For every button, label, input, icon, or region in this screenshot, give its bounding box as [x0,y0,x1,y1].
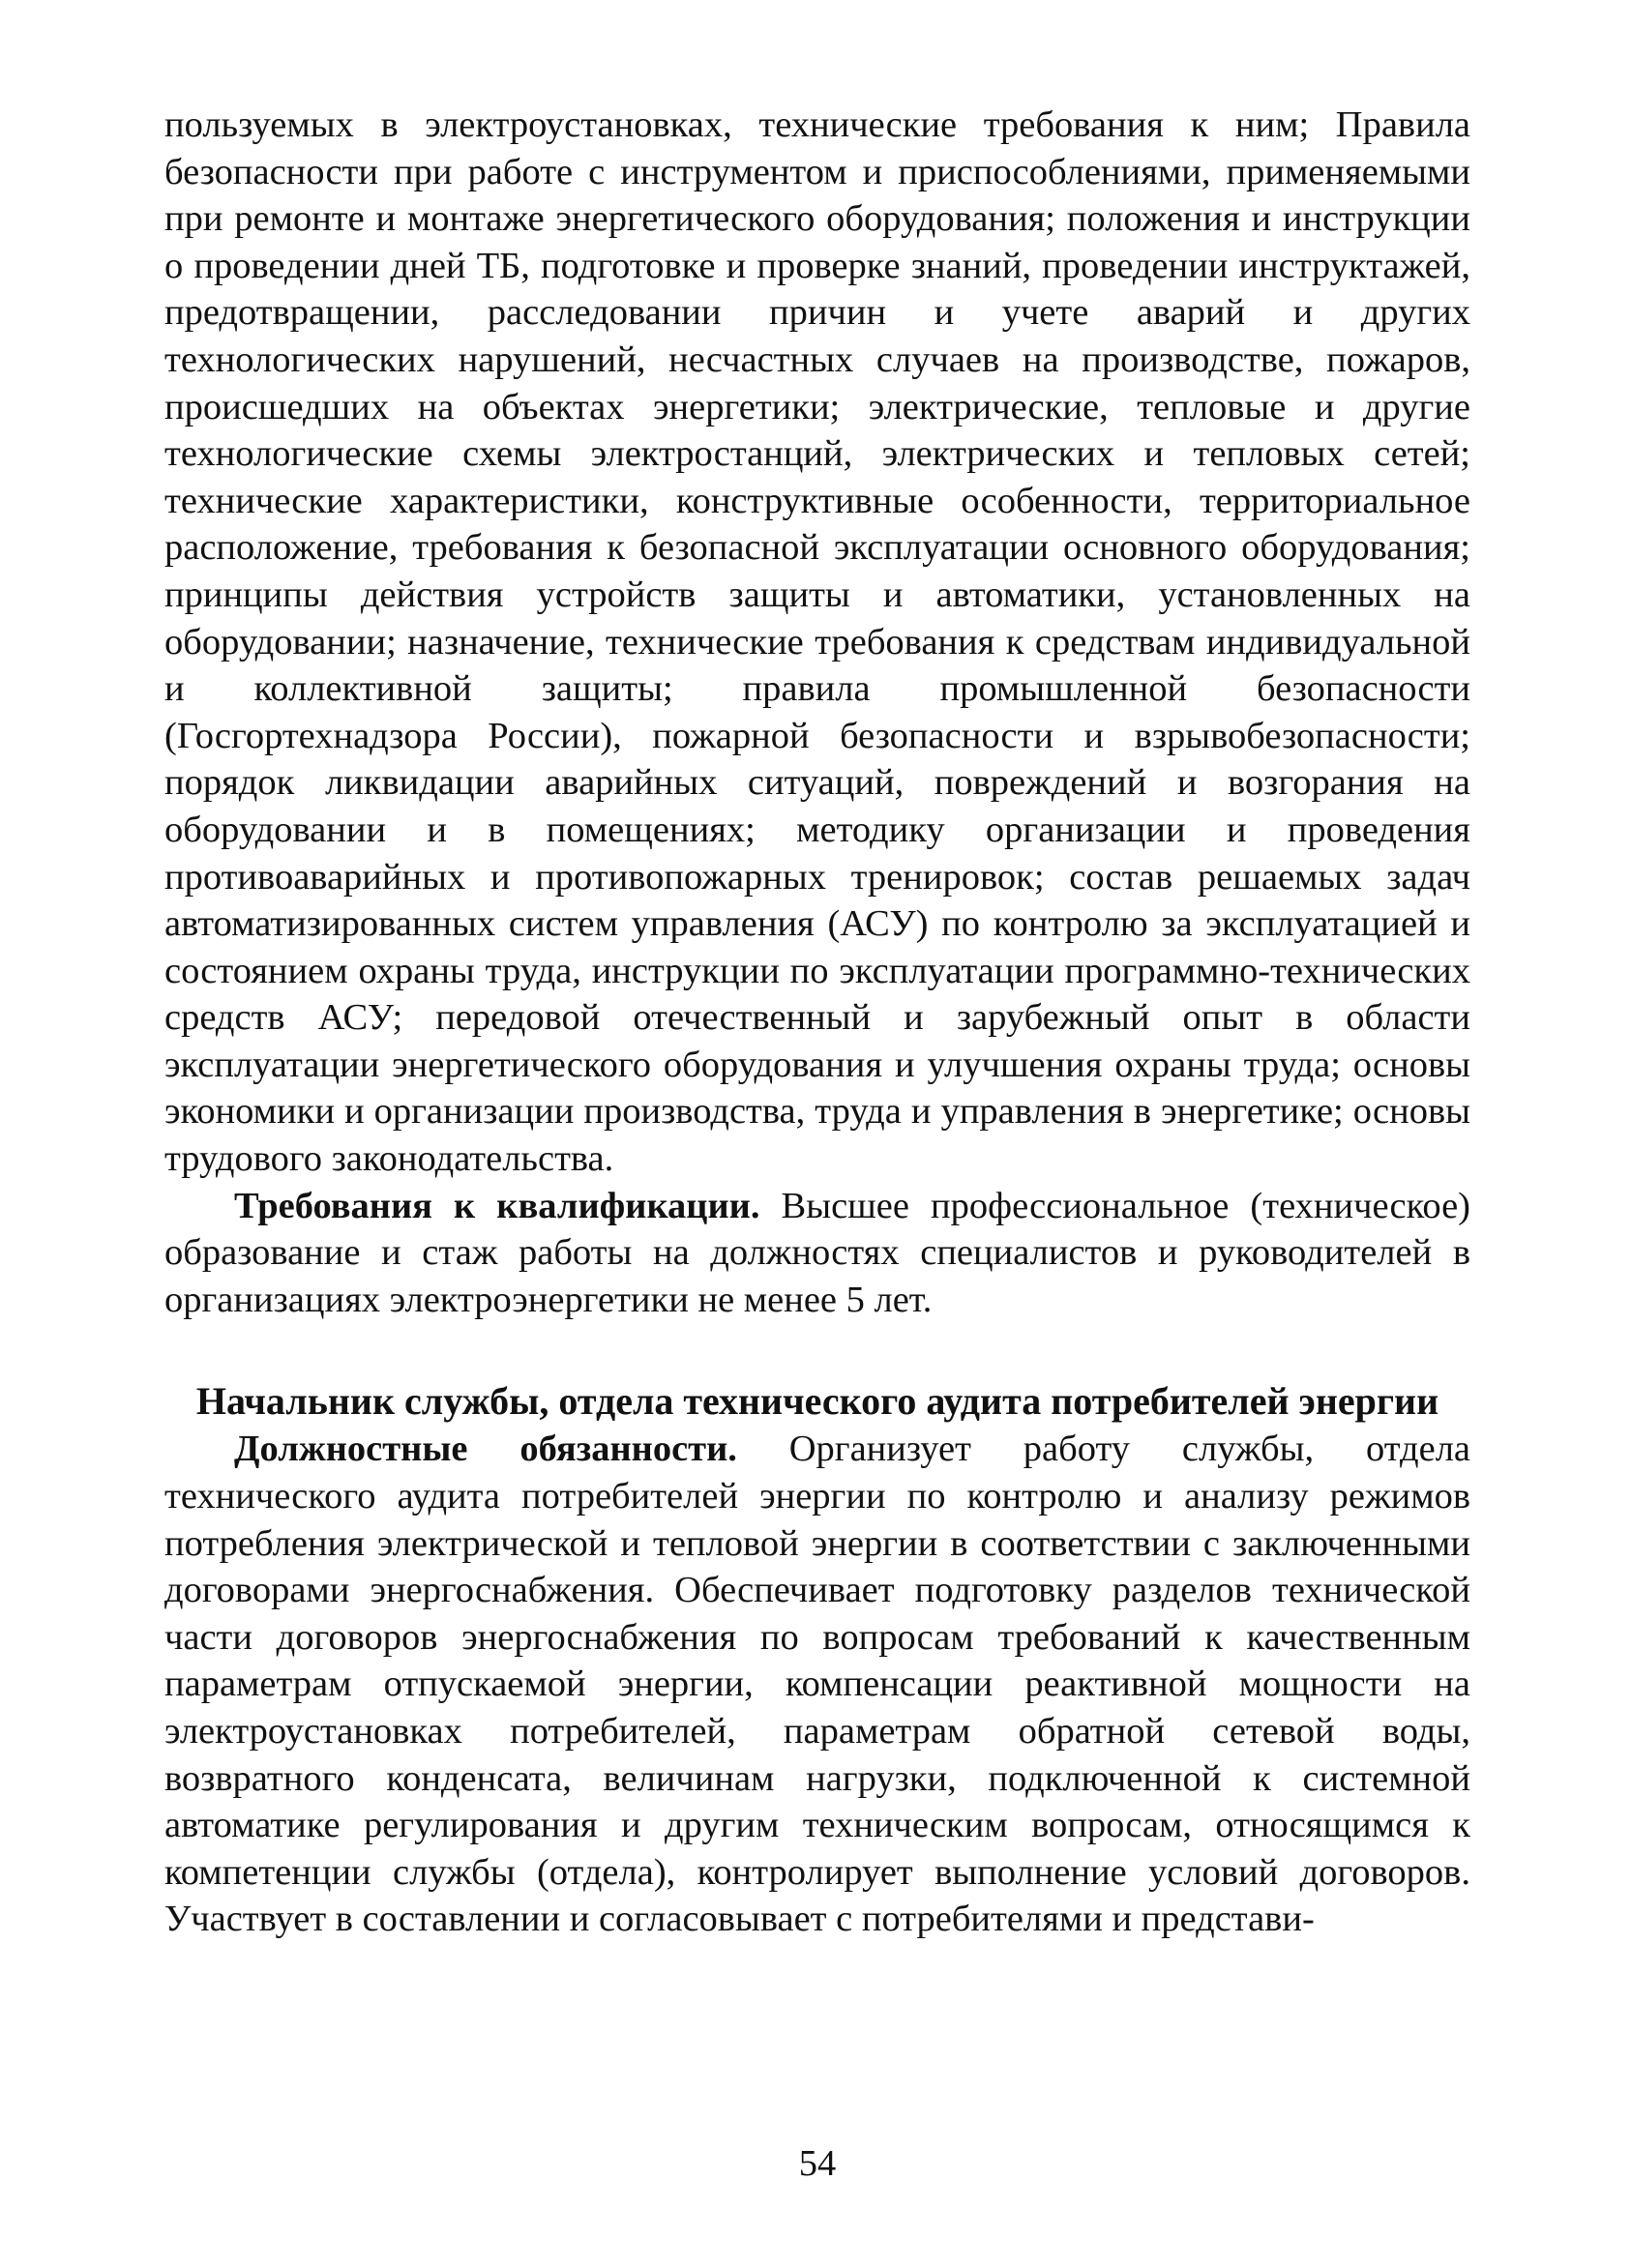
continued-paragraph: пользуемых в электроустановках, технические требования к ним; Правила безопасности при работе с инструментом и приспособлениями, применяемыми при ремонте и монтаже энергетического оборудования; положения и инструкции о проведении дней ТБ, подготовке и проверке знаний, проведении инструктажей, предотвращении, расследовании причин и учете аварий и других технологических нарушений, несчастных случаев на производстве, пожаров, происшедших на объектах энергетики; электрические, тепловые и другие технологические схемы электростанций, электрических и тепловых сетей; технические характеристики, конструктивные особенности, территориальное расположение, требования к безопасной эксплуатации основного оборудования; принципы действия устройств защиты и автоматики, установленных на оборудовании; назначение, технические требования к средствам индивидуальной и коллективной защиты; правила промышленной безопасности (Госгортехнадзора России), пожарной безопасности и взрывобезопасности; порядок ликвидации аварийных ситуаций, повреждений и возгорания на оборудовании и в помещениях; методику организации и проведения противоаварийных и противопожарных тренировок; состав решаемых задач автоматизированных систем управления (АСУ) по контролю за эксплуатацией и состоянием охраны труда, инструкции по эксплуатации программно-технических средств АСУ; передовой отечественный и зарубежный опыт в области эксплуатации энергетического оборудования и улучшения охраны труда; основы экономики и организации производства, труда и управления в энергетике; основы трудового законодательства. [164,104,1470,1180]
duties-lead: Должностные обязанности. [234,1429,737,1470]
qualification-text: Высшее профессиональное (техническое) образование и стаж работы на должностях специалистов и руководителей в организациях электроэнергетики не менее 5 лет. [164,1185,1470,1320]
qualification-lead: Требования к квалификации. [234,1185,760,1226]
document-page [164,102,1470,2229]
qualification-paragraph [164,1183,1470,1324]
page-number: 54 [798,2143,837,2184]
duties-text: Организует работу службы, отдела технического аудита потребителей энергии по контролю и анализу режимов потребления электрической и тепловой энергии в соответствии с заключенными договорами энергоснабжения. Обеспечивает подготовку разделов технической части договоров энергоснабжения по вопросам требований к качественным параметрам отпускаемой энергии, компенсации реактивной мощности на электроустановках потребителей, параметрам обратной сетевой воды, возвратного конденсата, величинам нагрузки, подключенной к системной автоматике регулирования и другим техническим вопросам, относящимся к компетенции службы (отдела), контролирует выполнение условий договоров. Участвует в составлении и согласовывает с потребителями и представи- [164,1429,1471,1940]
duties-paragraph [164,1426,1470,1943]
section-heading: Начальник службы, отдела технического аудита потребителей энергии [195,1379,1439,1424]
